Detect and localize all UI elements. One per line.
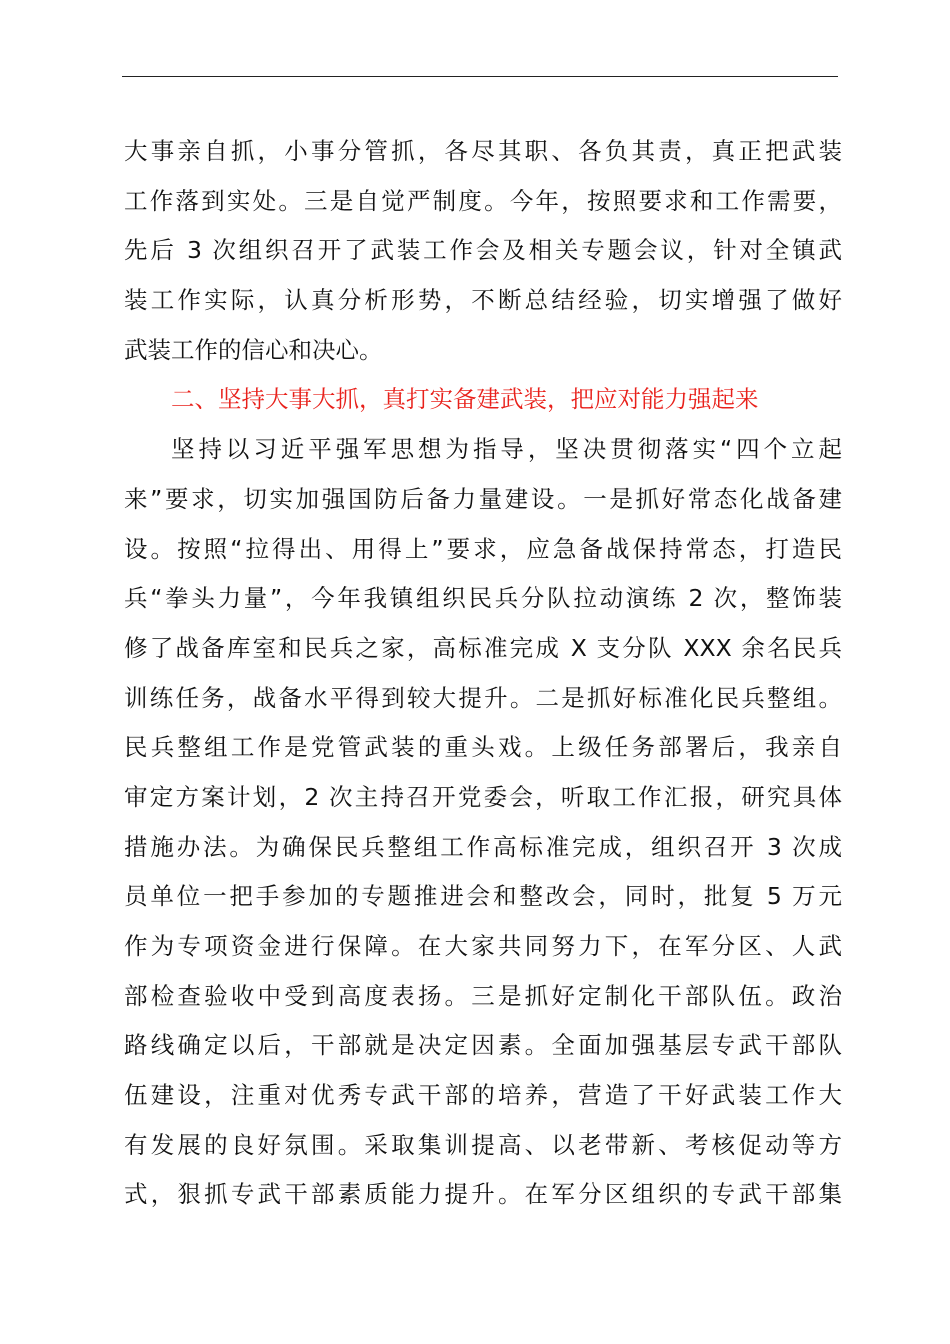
text-line: 作为专项资金进行保障。在大家共同努力下，在军分区、人武 [124, 932, 842, 960]
text-line: 训练任务，战备水平得到较大提升。二是抓好标准化民兵整组。 [124, 683, 842, 712]
text-line: 式，狠抓专武干部素质能力提升。在军分区组织的专武干部集 [124, 1180, 842, 1209]
text-line: 工作落到实处。三是自觉严制度。今年，按照要求和工作需要， [124, 186, 842, 215]
text-line: 修了战备库室和民兵之家，高标准完成 X 支分队 XXX 余名民兵 [124, 633, 842, 662]
text-line: 路线确定以后，干部就是决定因素。全面加强基层专武干部队 [124, 1031, 842, 1060]
text-line: 装工作实际，认真分析形势，不断总结经验，切实增强了做好 [124, 286, 842, 315]
text-line: 有发展的良好氛围。采取集训提高、以老带新、考核促动等方 [124, 1130, 842, 1159]
text-line: 设。按照“拉得出、用得上”要求，应急备战保持常态，打造民 [124, 534, 842, 563]
text-line: 部检查验收中受到高度表扬。三是抓好定制化干部队伍。政治 [124, 981, 842, 1010]
text-line: 员单位一把手参加的专题推进会和整改会，同时，批复 5 万元 [124, 882, 842, 911]
text-line: 兵“拳头力量”，今年我镇组织民兵分队拉动演练 2 次，整饰装 [124, 584, 842, 613]
text-line: 审定方案计划，2 次主持召开党委会，听取工作汇报，研究具体 [124, 782, 842, 811]
text-line: 武装工作的信心和决心。 [124, 335, 383, 364]
header-rule [122, 76, 838, 77]
text-line: 来”要求，切实加强国防后备力量建设。一是抓好常态化战备建 [124, 484, 842, 513]
text-line: 坚持以习近平强军思想为指导，坚决贯彻落实“四个立起 [171, 435, 842, 464]
text-line: 措施办法。为确保民兵整组工作高标准完成，组织召开 3 次成 [124, 832, 842, 861]
document-body [124, 127, 842, 1220]
paragraph-1 [124, 127, 842, 375]
text-line: 大事亲自抓，小事分管抓，各尽其职、各负其责，真正把武装 [124, 137, 842, 165]
text-line: 伍建设，注重对优秀专武干部的培养，营造了干好武装工作大 [124, 1081, 842, 1110]
paragraph-2 [124, 425, 842, 1220]
text-line: 民兵整组工作是党管武装的重头戏。上级任务部署后，我亲自 [124, 733, 842, 762]
section-heading: 二、坚持大事大抓，真打实备建武装，把应对能力强起来 [171, 385, 759, 414]
text-line: 先后 3 次组织召开了武装工作会及相关专题会议，针对全镇武 [124, 236, 842, 265]
